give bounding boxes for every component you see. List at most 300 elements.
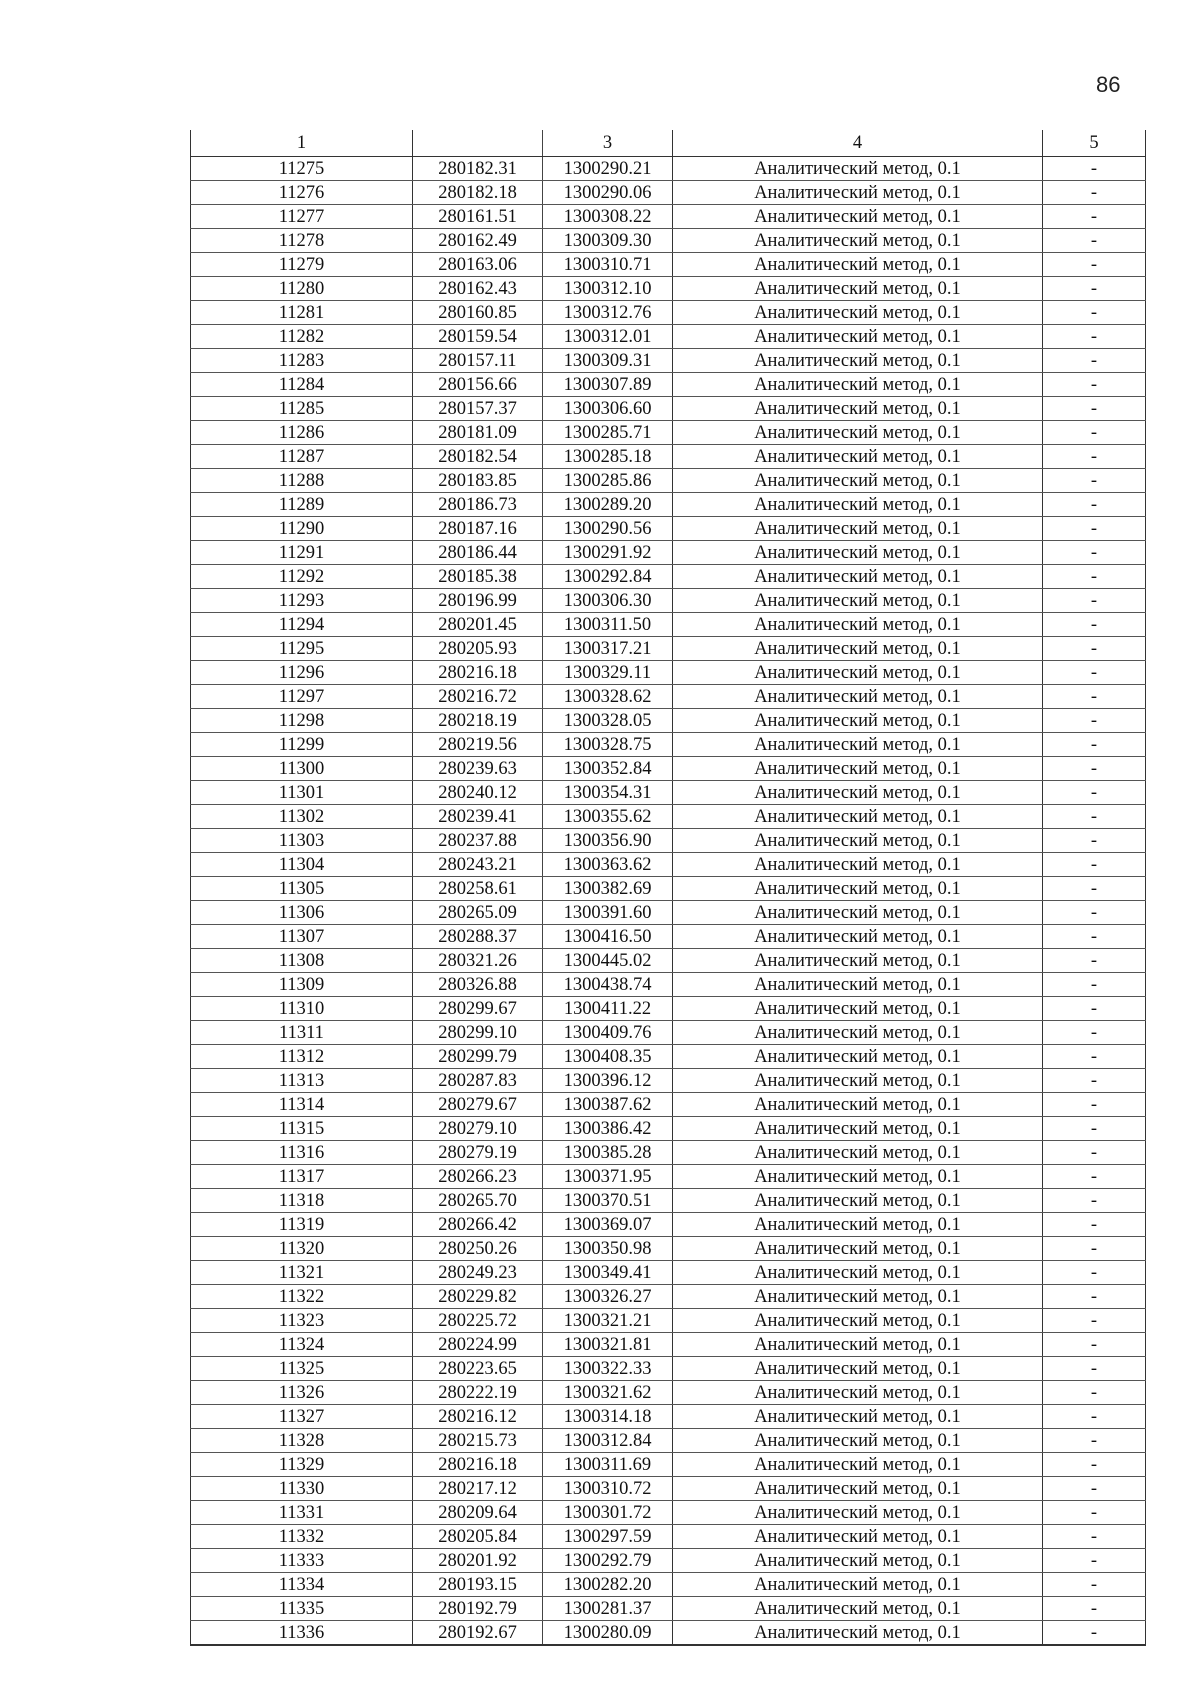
y-coordinate-cell: 1300328.75 xyxy=(543,733,673,757)
method-accuracy-cell: Аналитический метод, 0.1 xyxy=(673,1357,1043,1381)
table-row xyxy=(191,1189,1146,1213)
point-number-cell: 11303 xyxy=(191,829,413,853)
table-row xyxy=(191,1069,1146,1093)
note-cell: - xyxy=(1043,1429,1146,1453)
x-coordinate-cell: 280265.09 xyxy=(413,901,543,925)
method-accuracy-cell: Аналитический метод, 0.1 xyxy=(673,997,1043,1021)
note-cell: - xyxy=(1043,277,1146,301)
note-cell: - xyxy=(1043,157,1146,181)
x-coordinate-cell: 280222.19 xyxy=(413,1381,543,1405)
y-coordinate-cell: 1300285.71 xyxy=(543,421,673,445)
x-coordinate-cell: 280161.51 xyxy=(413,205,543,229)
point-number-cell: 11314 xyxy=(191,1093,413,1117)
x-coordinate-cell: 280216.18 xyxy=(413,1453,543,1477)
x-coordinate-cell: 280299.67 xyxy=(413,997,543,1021)
header-row xyxy=(191,130,1146,157)
point-number-cell: 11289 xyxy=(191,493,413,517)
y-coordinate-cell: 1300370.51 xyxy=(543,1189,673,1213)
point-number-cell: 11304 xyxy=(191,853,413,877)
note-cell: - xyxy=(1043,1165,1146,1189)
note-cell: - xyxy=(1043,1597,1146,1621)
method-accuracy-cell: Аналитический метод, 0.1 xyxy=(673,1621,1043,1646)
note-cell: - xyxy=(1043,1213,1146,1237)
point-number-cell: 11292 xyxy=(191,565,413,589)
x-coordinate-cell: 280279.10 xyxy=(413,1117,543,1141)
table-row xyxy=(191,1309,1146,1333)
note-cell: - xyxy=(1043,1357,1146,1381)
table-row xyxy=(191,733,1146,757)
y-coordinate-cell: 1300314.18 xyxy=(543,1405,673,1429)
x-coordinate-cell: 280240.12 xyxy=(413,781,543,805)
table-row xyxy=(191,1021,1146,1045)
note-cell: - xyxy=(1043,493,1146,517)
table-row xyxy=(191,469,1146,493)
point-number-cell: 11330 xyxy=(191,1477,413,1501)
note-cell: - xyxy=(1043,1069,1146,1093)
point-number-cell: 11326 xyxy=(191,1381,413,1405)
note-cell: - xyxy=(1043,781,1146,805)
point-number-cell: 11331 xyxy=(191,1501,413,1525)
y-coordinate-cell: 1300312.76 xyxy=(543,301,673,325)
y-coordinate-cell: 1300354.31 xyxy=(543,781,673,805)
note-cell: - xyxy=(1043,1501,1146,1525)
table-row xyxy=(191,565,1146,589)
note-cell: - xyxy=(1043,1285,1146,1309)
point-number-cell: 11288 xyxy=(191,469,413,493)
table-row xyxy=(191,1165,1146,1189)
note-cell: - xyxy=(1043,1525,1146,1549)
point-number-cell: 11325 xyxy=(191,1357,413,1381)
point-number-cell: 11286 xyxy=(191,421,413,445)
method-accuracy-cell: Аналитический метод, 0.1 xyxy=(673,541,1043,565)
table-body xyxy=(191,157,1146,1646)
y-coordinate-cell: 1300312.84 xyxy=(543,1429,673,1453)
table-row xyxy=(191,1453,1146,1477)
note-cell: - xyxy=(1043,733,1146,757)
x-coordinate-cell: 280224.99 xyxy=(413,1333,543,1357)
method-accuracy-cell: Аналитический метод, 0.1 xyxy=(673,517,1043,541)
table-row xyxy=(191,1525,1146,1549)
table-row xyxy=(191,1381,1146,1405)
point-number-cell: 11305 xyxy=(191,877,413,901)
y-coordinate-cell: 1300285.86 xyxy=(543,469,673,493)
method-accuracy-cell: Аналитический метод, 0.1 xyxy=(673,1261,1043,1285)
table-row xyxy=(191,1357,1146,1381)
point-number-cell: 11329 xyxy=(191,1453,413,1477)
header-col-4: 4 xyxy=(673,130,1043,157)
table-row xyxy=(191,373,1146,397)
point-number-cell: 11280 xyxy=(191,277,413,301)
point-number-cell: 11311 xyxy=(191,1021,413,1045)
table-header xyxy=(191,130,1146,157)
point-number-cell: 11333 xyxy=(191,1549,413,1573)
note-cell: - xyxy=(1043,229,1146,253)
point-number-cell: 11277 xyxy=(191,205,413,229)
y-coordinate-cell: 1300356.90 xyxy=(543,829,673,853)
note-cell: - xyxy=(1043,445,1146,469)
note-cell: - xyxy=(1043,349,1146,373)
note-cell: - xyxy=(1043,973,1146,997)
y-coordinate-cell: 1300416.50 xyxy=(543,925,673,949)
note-cell: - xyxy=(1043,589,1146,613)
point-number-cell: 11281 xyxy=(191,301,413,325)
table-row xyxy=(191,205,1146,229)
point-number-cell: 11334 xyxy=(191,1573,413,1597)
point-number-cell: 11275 xyxy=(191,157,413,181)
method-accuracy-cell: Аналитический метод, 0.1 xyxy=(673,565,1043,589)
note-cell: - xyxy=(1043,1477,1146,1501)
y-coordinate-cell: 1300382.69 xyxy=(543,877,673,901)
method-accuracy-cell: Аналитический метод, 0.1 xyxy=(673,661,1043,685)
y-coordinate-cell: 1300290.21 xyxy=(543,157,673,181)
x-coordinate-cell: 280266.23 xyxy=(413,1165,543,1189)
table-row xyxy=(191,853,1146,877)
x-coordinate-cell: 280299.10 xyxy=(413,1021,543,1045)
table-row xyxy=(191,1117,1146,1141)
y-coordinate-cell: 1300301.72 xyxy=(543,1501,673,1525)
note-cell: - xyxy=(1043,1045,1146,1069)
table-row xyxy=(191,829,1146,853)
y-coordinate-cell: 1300307.89 xyxy=(543,373,673,397)
y-coordinate-cell: 1300311.69 xyxy=(543,1453,673,1477)
note-cell: - xyxy=(1043,541,1146,565)
y-coordinate-cell: 1300317.21 xyxy=(543,637,673,661)
y-coordinate-cell: 1300363.62 xyxy=(543,853,673,877)
table-row xyxy=(191,949,1146,973)
y-coordinate-cell: 1300371.95 xyxy=(543,1165,673,1189)
method-accuracy-cell: Аналитический метод, 0.1 xyxy=(673,493,1043,517)
y-coordinate-cell: 1300309.31 xyxy=(543,349,673,373)
note-cell: - xyxy=(1043,301,1146,325)
method-accuracy-cell: Аналитический метод, 0.1 xyxy=(673,1285,1043,1309)
method-accuracy-cell: Аналитический метод, 0.1 xyxy=(673,1549,1043,1573)
x-coordinate-cell: 280223.65 xyxy=(413,1357,543,1381)
note-cell: - xyxy=(1043,1189,1146,1213)
method-accuracy-cell: Аналитический метод, 0.1 xyxy=(673,1405,1043,1429)
table-row xyxy=(191,1477,1146,1501)
table-row xyxy=(191,1285,1146,1309)
y-coordinate-cell: 1300387.62 xyxy=(543,1093,673,1117)
note-cell: - xyxy=(1043,1621,1146,1646)
y-coordinate-cell: 1300350.98 xyxy=(543,1237,673,1261)
y-coordinate-cell: 1300328.62 xyxy=(543,685,673,709)
method-accuracy-cell: Аналитический метод, 0.1 xyxy=(673,613,1043,637)
x-coordinate-cell: 280219.56 xyxy=(413,733,543,757)
point-number-cell: 11336 xyxy=(191,1621,413,1646)
x-coordinate-cell: 280279.67 xyxy=(413,1093,543,1117)
header-col-2 xyxy=(413,130,543,157)
x-coordinate-cell: 280239.41 xyxy=(413,805,543,829)
y-coordinate-cell: 1300411.22 xyxy=(543,997,673,1021)
y-coordinate-cell: 1300329.11 xyxy=(543,661,673,685)
point-number-cell: 11328 xyxy=(191,1429,413,1453)
x-coordinate-cell: 280249.23 xyxy=(413,1261,543,1285)
x-coordinate-cell: 280229.82 xyxy=(413,1285,543,1309)
table-row xyxy=(191,925,1146,949)
table-row xyxy=(191,589,1146,613)
y-coordinate-cell: 1300309.30 xyxy=(543,229,673,253)
table-row xyxy=(191,757,1146,781)
note-cell: - xyxy=(1043,805,1146,829)
table-row xyxy=(191,685,1146,709)
table-row xyxy=(191,1045,1146,1069)
x-coordinate-cell: 280287.83 xyxy=(413,1069,543,1093)
x-coordinate-cell: 280239.63 xyxy=(413,757,543,781)
method-accuracy-cell: Аналитический метод, 0.1 xyxy=(673,1597,1043,1621)
method-accuracy-cell: Аналитический метод, 0.1 xyxy=(673,373,1043,397)
x-coordinate-cell: 280181.09 xyxy=(413,421,543,445)
x-coordinate-cell: 280182.18 xyxy=(413,181,543,205)
table-row xyxy=(191,1549,1146,1573)
x-coordinate-cell: 280215.73 xyxy=(413,1429,543,1453)
y-coordinate-cell: 1300355.62 xyxy=(543,805,673,829)
x-coordinate-cell: 280201.92 xyxy=(413,1549,543,1573)
point-number-cell: 11327 xyxy=(191,1405,413,1429)
x-coordinate-cell: 280217.12 xyxy=(413,1477,543,1501)
point-number-cell: 11308 xyxy=(191,949,413,973)
table-row xyxy=(191,1261,1146,1285)
note-cell: - xyxy=(1043,1237,1146,1261)
y-coordinate-cell: 1300352.84 xyxy=(543,757,673,781)
note-cell: - xyxy=(1043,421,1146,445)
x-coordinate-cell: 280182.54 xyxy=(413,445,543,469)
y-coordinate-cell: 1300409.76 xyxy=(543,1021,673,1045)
method-accuracy-cell: Аналитический метод, 0.1 xyxy=(673,157,1043,181)
point-number-cell: 11282 xyxy=(191,325,413,349)
y-coordinate-cell: 1300289.20 xyxy=(543,493,673,517)
y-coordinate-cell: 1300292.84 xyxy=(543,565,673,589)
x-coordinate-cell: 280196.99 xyxy=(413,589,543,613)
x-coordinate-cell: 280157.37 xyxy=(413,397,543,421)
method-accuracy-cell: Аналитический метод, 0.1 xyxy=(673,181,1043,205)
method-accuracy-cell: Аналитический метод, 0.1 xyxy=(673,685,1043,709)
x-coordinate-cell: 280250.26 xyxy=(413,1237,543,1261)
method-accuracy-cell: Аналитический метод, 0.1 xyxy=(673,1069,1043,1093)
point-number-cell: 11318 xyxy=(191,1189,413,1213)
point-number-cell: 11315 xyxy=(191,1117,413,1141)
method-accuracy-cell: Аналитический метод, 0.1 xyxy=(673,229,1043,253)
table-row xyxy=(191,661,1146,685)
note-cell: - xyxy=(1043,565,1146,589)
table-row xyxy=(191,421,1146,445)
y-coordinate-cell: 1300391.60 xyxy=(543,901,673,925)
note-cell: - xyxy=(1043,661,1146,685)
table-row xyxy=(191,781,1146,805)
point-number-cell: 11321 xyxy=(191,1261,413,1285)
y-coordinate-cell: 1300321.21 xyxy=(543,1309,673,1333)
y-coordinate-cell: 1300321.62 xyxy=(543,1381,673,1405)
point-number-cell: 11299 xyxy=(191,733,413,757)
x-coordinate-cell: 280201.45 xyxy=(413,613,543,637)
point-number-cell: 11283 xyxy=(191,349,413,373)
table-row xyxy=(191,397,1146,421)
note-cell: - xyxy=(1043,1261,1146,1285)
y-coordinate-cell: 1300312.01 xyxy=(543,325,673,349)
y-coordinate-cell: 1300438.74 xyxy=(543,973,673,997)
point-number-cell: 11320 xyxy=(191,1237,413,1261)
table-row xyxy=(191,157,1146,181)
y-coordinate-cell: 1300312.10 xyxy=(543,277,673,301)
method-accuracy-cell: Аналитический метод, 0.1 xyxy=(673,733,1043,757)
note-cell: - xyxy=(1043,1549,1146,1573)
coordinates-table xyxy=(190,130,1146,1646)
point-number-cell: 11335 xyxy=(191,1597,413,1621)
method-accuracy-cell: Аналитический метод, 0.1 xyxy=(673,1141,1043,1165)
table-row xyxy=(191,325,1146,349)
method-accuracy-cell: Аналитический метод, 0.1 xyxy=(673,1381,1043,1405)
y-coordinate-cell: 1300306.60 xyxy=(543,397,673,421)
note-cell: - xyxy=(1043,1573,1146,1597)
x-coordinate-cell: 280265.70 xyxy=(413,1189,543,1213)
method-accuracy-cell: Аналитический метод, 0.1 xyxy=(673,1021,1043,1045)
note-cell: - xyxy=(1043,1405,1146,1429)
note-cell: - xyxy=(1043,1021,1146,1045)
x-coordinate-cell: 280159.54 xyxy=(413,325,543,349)
table-row xyxy=(191,1213,1146,1237)
point-number-cell: 11293 xyxy=(191,589,413,613)
method-accuracy-cell: Аналитический метод, 0.1 xyxy=(673,589,1043,613)
method-accuracy-cell: Аналитический метод, 0.1 xyxy=(673,1453,1043,1477)
method-accuracy-cell: Аналитический метод, 0.1 xyxy=(673,349,1043,373)
note-cell: - xyxy=(1043,613,1146,637)
note-cell: - xyxy=(1043,517,1146,541)
x-coordinate-cell: 280266.42 xyxy=(413,1213,543,1237)
x-coordinate-cell: 280183.85 xyxy=(413,469,543,493)
table-row xyxy=(191,517,1146,541)
point-number-cell: 11332 xyxy=(191,1525,413,1549)
method-accuracy-cell: Аналитический метод, 0.1 xyxy=(673,421,1043,445)
table-row xyxy=(191,1621,1146,1646)
table-row xyxy=(191,1093,1146,1117)
table-row xyxy=(191,253,1146,277)
y-coordinate-cell: 1300281.37 xyxy=(543,1597,673,1621)
y-coordinate-cell: 1300445.02 xyxy=(543,949,673,973)
table-row xyxy=(191,1237,1146,1261)
x-coordinate-cell: 280326.88 xyxy=(413,973,543,997)
table-row xyxy=(191,709,1146,733)
page-number: 86 xyxy=(1096,72,1121,97)
method-accuracy-cell: Аналитический метод, 0.1 xyxy=(673,1501,1043,1525)
x-coordinate-cell: 280216.18 xyxy=(413,661,543,685)
method-accuracy-cell: Аналитический метод, 0.1 xyxy=(673,973,1043,997)
x-coordinate-cell: 280258.61 xyxy=(413,877,543,901)
table-row xyxy=(191,1597,1146,1621)
point-number-cell: 11285 xyxy=(191,397,413,421)
x-coordinate-cell: 280186.44 xyxy=(413,541,543,565)
method-accuracy-cell: Аналитический метод, 0.1 xyxy=(673,397,1043,421)
point-number-cell: 11312 xyxy=(191,1045,413,1069)
note-cell: - xyxy=(1043,901,1146,925)
x-coordinate-cell: 280218.19 xyxy=(413,709,543,733)
method-accuracy-cell: Аналитический метод, 0.1 xyxy=(673,709,1043,733)
note-cell: - xyxy=(1043,757,1146,781)
table-row xyxy=(191,1573,1146,1597)
note-cell: - xyxy=(1043,829,1146,853)
table-row xyxy=(191,181,1146,205)
note-cell: - xyxy=(1043,1117,1146,1141)
note-cell: - xyxy=(1043,253,1146,277)
table-row xyxy=(191,637,1146,661)
x-coordinate-cell: 280321.26 xyxy=(413,949,543,973)
x-coordinate-cell: 280162.43 xyxy=(413,277,543,301)
x-coordinate-cell: 280299.79 xyxy=(413,1045,543,1069)
point-number-cell: 11290 xyxy=(191,517,413,541)
x-coordinate-cell: 280288.37 xyxy=(413,925,543,949)
table-row xyxy=(191,805,1146,829)
header-col-3: 3 xyxy=(543,130,673,157)
note-cell: - xyxy=(1043,373,1146,397)
method-accuracy-cell: Аналитический метод, 0.1 xyxy=(673,1429,1043,1453)
point-number-cell: 11310 xyxy=(191,997,413,1021)
x-coordinate-cell: 280216.72 xyxy=(413,685,543,709)
y-coordinate-cell: 1300306.30 xyxy=(543,589,673,613)
y-coordinate-cell: 1300369.07 xyxy=(543,1213,673,1237)
table-row xyxy=(191,277,1146,301)
point-number-cell: 11317 xyxy=(191,1165,413,1189)
x-coordinate-cell: 280237.88 xyxy=(413,829,543,853)
point-number-cell: 11279 xyxy=(191,253,413,277)
method-accuracy-cell: Аналитический метод, 0.1 xyxy=(673,1477,1043,1501)
point-number-cell: 11309 xyxy=(191,973,413,997)
table-row xyxy=(191,349,1146,373)
note-cell: - xyxy=(1043,397,1146,421)
y-coordinate-cell: 1300297.59 xyxy=(543,1525,673,1549)
note-cell: - xyxy=(1043,853,1146,877)
note-cell: - xyxy=(1043,997,1146,1021)
method-accuracy-cell: Аналитический метод, 0.1 xyxy=(673,469,1043,493)
table-row xyxy=(191,901,1146,925)
x-coordinate-cell: 280185.38 xyxy=(413,565,543,589)
y-coordinate-cell: 1300385.28 xyxy=(543,1141,673,1165)
point-number-cell: 11306 xyxy=(191,901,413,925)
method-accuracy-cell: Аналитический метод, 0.1 xyxy=(673,253,1043,277)
x-coordinate-cell: 280205.84 xyxy=(413,1525,543,1549)
point-number-cell: 11294 xyxy=(191,613,413,637)
method-accuracy-cell: Аналитический метод, 0.1 xyxy=(673,1309,1043,1333)
method-accuracy-cell: Аналитический метод, 0.1 xyxy=(673,805,1043,829)
table-row xyxy=(191,1333,1146,1357)
x-coordinate-cell: 280209.64 xyxy=(413,1501,543,1525)
point-number-cell: 11313 xyxy=(191,1069,413,1093)
y-coordinate-cell: 1300282.20 xyxy=(543,1573,673,1597)
note-cell: - xyxy=(1043,205,1146,229)
y-coordinate-cell: 1300322.33 xyxy=(543,1357,673,1381)
point-number-cell: 11300 xyxy=(191,757,413,781)
x-coordinate-cell: 280243.21 xyxy=(413,853,543,877)
note-cell: - xyxy=(1043,325,1146,349)
point-number-cell: 11301 xyxy=(191,781,413,805)
method-accuracy-cell: Аналитический метод, 0.1 xyxy=(673,901,1043,925)
method-accuracy-cell: Аналитический метод, 0.1 xyxy=(673,1117,1043,1141)
x-coordinate-cell: 280279.19 xyxy=(413,1141,543,1165)
x-coordinate-cell: 280186.73 xyxy=(413,493,543,517)
note-cell: - xyxy=(1043,1093,1146,1117)
table-row xyxy=(191,1429,1146,1453)
method-accuracy-cell: Аналитический метод, 0.1 xyxy=(673,1093,1043,1117)
point-number-cell: 11298 xyxy=(191,709,413,733)
point-number-cell: 11284 xyxy=(191,373,413,397)
table-row xyxy=(191,613,1146,637)
method-accuracy-cell: Аналитический метод, 0.1 xyxy=(673,301,1043,325)
y-coordinate-cell: 1300290.06 xyxy=(543,181,673,205)
y-coordinate-cell: 1300310.72 xyxy=(543,1477,673,1501)
x-coordinate-cell: 280192.79 xyxy=(413,1597,543,1621)
header-col-1: 1 xyxy=(191,130,413,157)
table-row xyxy=(191,445,1146,469)
method-accuracy-cell: Аналитический метод, 0.1 xyxy=(673,1237,1043,1261)
point-number-cell: 11323 xyxy=(191,1309,413,1333)
x-coordinate-cell: 280225.72 xyxy=(413,1309,543,1333)
